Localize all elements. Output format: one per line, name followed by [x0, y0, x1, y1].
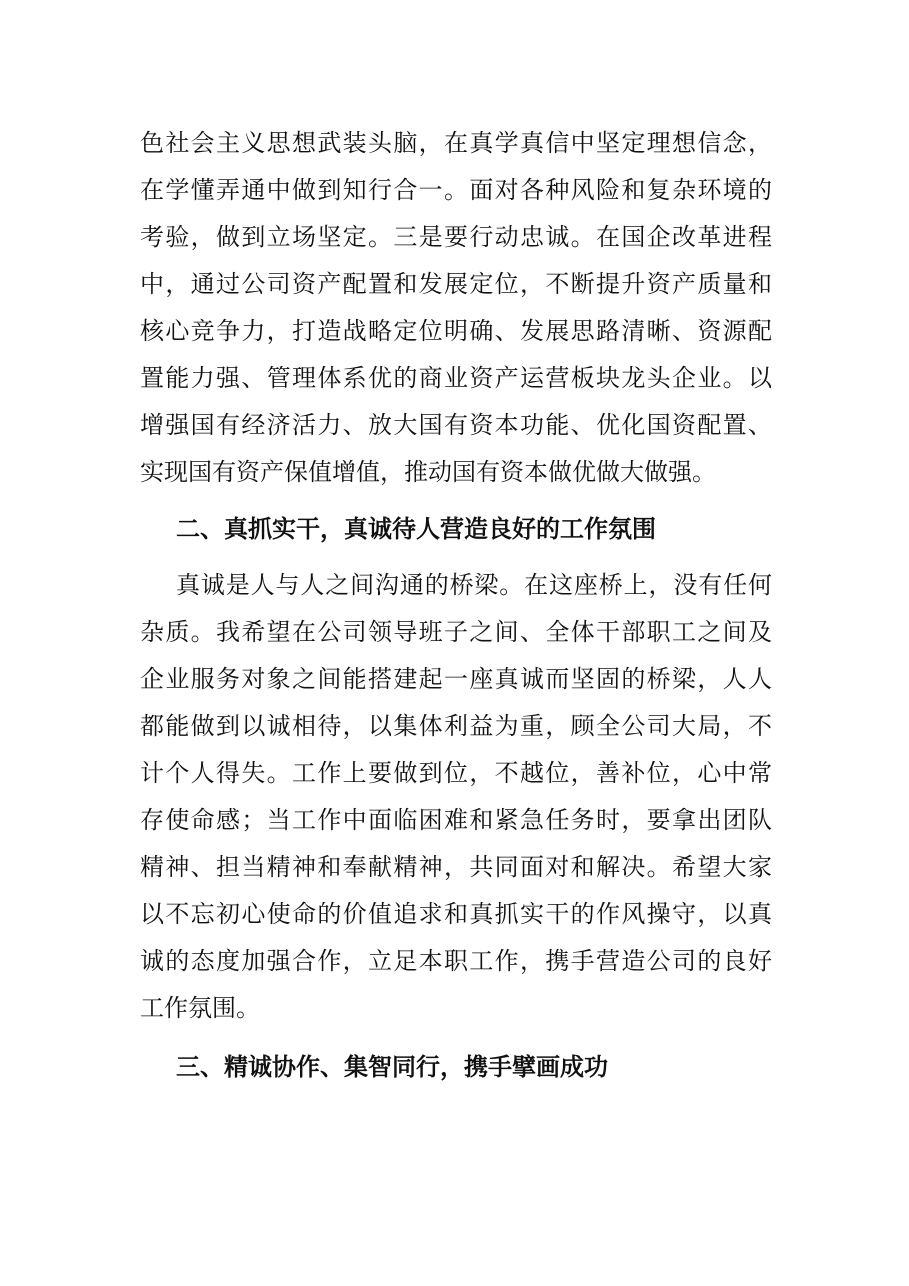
paragraph-line: 企业服务对象之间能搭建起一座真诚而坚固的桥梁，人人	[140, 665, 772, 693]
paragraph-line: 中，通过公司资产配置和发展定位，不断提升资产质量和	[140, 270, 772, 298]
paragraph-line: 诚的态度加强合作，立足本职工作，携手营造公司的良好	[140, 947, 772, 975]
paragraph-line: 计个人得失。工作上要做到位，不越位，善补位，心中常	[140, 759, 772, 787]
section-heading-3: 三、精诚协作、集智同行，携手擘画成功	[176, 1052, 608, 1081]
paragraph-line: 精神、担当精神和奉献精神，共同面对和解决。希望大家	[140, 853, 772, 881]
paragraph-line: 工作氛围。	[140, 994, 260, 1022]
paragraph-line: 以不忘初心使命的价值追求和真抓实干的作风操守，以真	[140, 900, 772, 928]
paragraph-line: 杂质。我希望在公司领导班子之间、全体干部职工之间及	[140, 618, 772, 646]
paragraph-1	[140, 120, 772, 496]
paragraph-line: 都能做到以诚相待，以集体利益为重，顾全公司大局，不	[140, 712, 772, 740]
section-heading-2: 二、真抓实干，真诚待人营造良好的工作氛围	[176, 514, 656, 543]
paragraph-line: 在学懂弄通中做到知行合一。面对各种风险和复杂环境的	[140, 176, 772, 204]
paragraph-line: 核心竞争力，打造战略定位明确、发展思路清晰、资源配	[140, 317, 772, 345]
paragraph-line: 考验，做到立场坚定。三是要行动忠诚。在国企改革进程	[140, 223, 772, 251]
paragraph-line: 真诚是人与人之间沟通的桥梁。在这座桥上，没有任何	[176, 571, 772, 599]
paragraph-line: 实现国有资产保值增值，推动国有资本做优做大做强。	[140, 458, 716, 486]
paragraph-line: 置能力强、管理体系优的商业资产运营板块龙头企业。以	[140, 364, 772, 392]
document-body	[140, 120, 772, 1102]
paragraph-line: 存使命感；当工作中面临困难和紧急任务时，要拿出团队	[140, 806, 772, 834]
paragraph-line: 增强国有经济活力、放大国有资本功能、优化国资配置、	[140, 411, 772, 439]
paragraph-line: 色社会主义思想武装头脑，在真学真信中坚定理想信念，	[140, 129, 772, 157]
paragraph-2	[140, 562, 772, 1032]
